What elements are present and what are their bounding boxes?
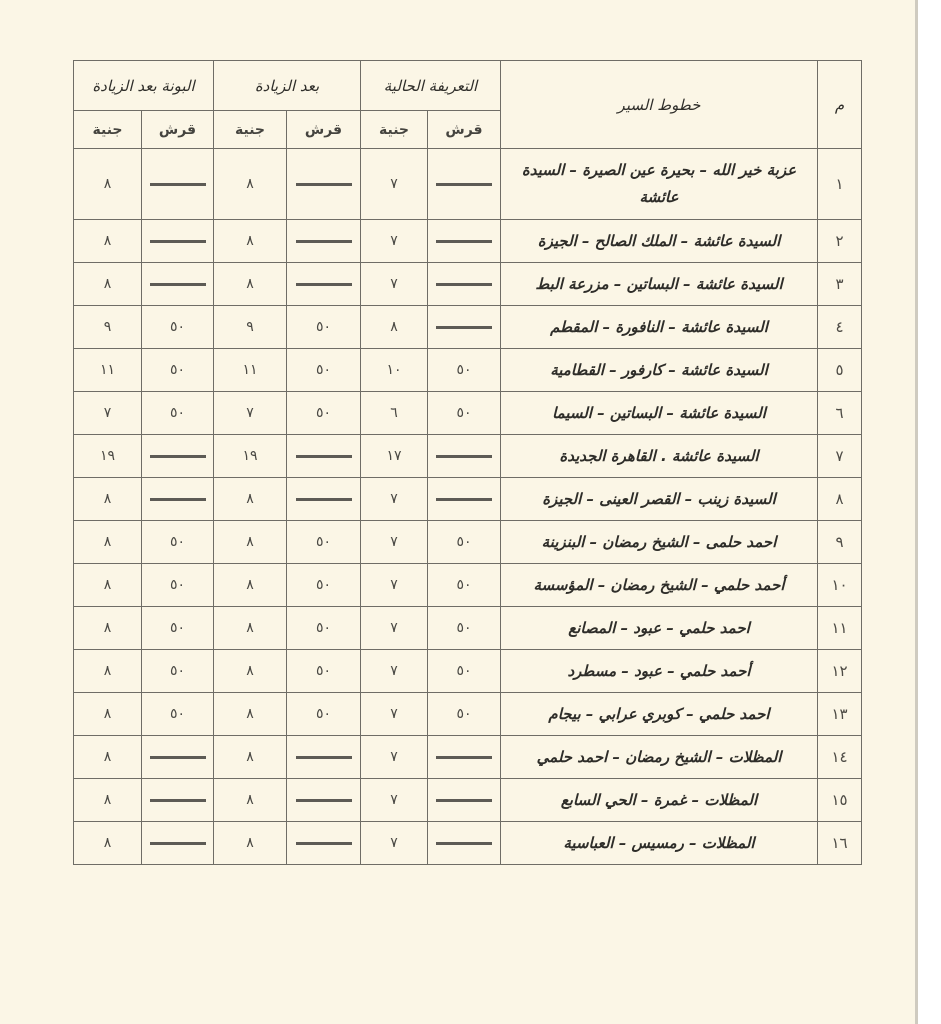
- header-route: خطوط السير: [501, 61, 818, 149]
- coupon-pound: ٨: [74, 564, 142, 607]
- after-pound: ٧: [214, 392, 287, 435]
- table-row: [74, 263, 862, 306]
- after-pound: ٨: [214, 736, 287, 779]
- empty-dash: [150, 183, 206, 186]
- after-pound: ٨: [214, 521, 287, 564]
- coupon-pound: ٨: [74, 521, 142, 564]
- coupon-piaster: [142, 220, 214, 263]
- empty-dash: [296, 183, 352, 186]
- coupon-piaster: ٥٠: [142, 564, 214, 607]
- current-piaster: ٥٠: [428, 693, 501, 736]
- current-pound: ٧: [361, 263, 428, 306]
- row-number: ٨: [818, 478, 862, 521]
- row-number: ١: [818, 149, 862, 220]
- route-name: احمد حلمي – كوبري عرابي – بيجام: [501, 693, 818, 736]
- table-row: [74, 435, 862, 478]
- coupon-piaster: ٥٠: [142, 349, 214, 392]
- current-pound: ٧: [361, 822, 428, 865]
- current-piaster: [428, 220, 501, 263]
- after-piaster: ٥٠: [287, 306, 361, 349]
- row-number: ٦: [818, 392, 862, 435]
- coupon-pound: ٨: [74, 149, 142, 220]
- table-row: [74, 349, 862, 392]
- header-row-groups: [74, 61, 862, 111]
- coupon-piaster: [142, 263, 214, 306]
- coupon-pound: ١٩: [74, 435, 142, 478]
- route-name: عزبة خير الله – بحيرة عين الصيرة – السيدة عائشة: [501, 149, 818, 220]
- current-piaster: [428, 306, 501, 349]
- empty-dash: [436, 240, 492, 243]
- current-pound: ١٠: [361, 349, 428, 392]
- table-row: [74, 564, 862, 607]
- header-coupon-pound: جنية: [74, 111, 142, 149]
- after-pound: ٨: [214, 263, 287, 306]
- empty-dash: [296, 498, 352, 501]
- route-name: السيدة عائشة . القاهرة الجديدة: [501, 435, 818, 478]
- header-current-piaster: قرش: [428, 111, 501, 149]
- after-piaster: ٥٠: [287, 521, 361, 564]
- current-pound: ٧: [361, 650, 428, 693]
- coupon-piaster: [142, 736, 214, 779]
- coupon-piaster: [142, 478, 214, 521]
- current-pound: ٧: [361, 736, 428, 779]
- row-number: ٣: [818, 263, 862, 306]
- table-row: [74, 650, 862, 693]
- after-piaster: ٥٠: [287, 693, 361, 736]
- header-after-piaster: قرش: [287, 111, 361, 149]
- coupon-piaster: ٥٠: [142, 306, 214, 349]
- current-pound: ٧: [361, 149, 428, 220]
- after-piaster: ٥٠: [287, 607, 361, 650]
- row-number: ١١: [818, 607, 862, 650]
- row-number: ٧: [818, 435, 862, 478]
- empty-dash: [150, 842, 206, 845]
- header-after-increase: بعد الزيادة: [214, 61, 361, 111]
- after-pound: ٨: [214, 693, 287, 736]
- empty-dash: [436, 183, 492, 186]
- current-piaster: [428, 779, 501, 822]
- after-piaster: [287, 435, 361, 478]
- header-current-pound: جنية: [361, 111, 428, 149]
- header-coupon-after-increase: البونة بعد الزيادة: [74, 61, 214, 111]
- after-piaster: [287, 263, 361, 306]
- empty-dash: [436, 455, 492, 458]
- header-number: م: [818, 61, 862, 149]
- after-piaster: ٥٠: [287, 349, 361, 392]
- route-name: السيدة عائشة – كارفور – القطامية: [501, 349, 818, 392]
- current-pound: ٧: [361, 220, 428, 263]
- route-name: أحمد حلمي – عبود – مسطرد: [501, 650, 818, 693]
- empty-dash: [296, 842, 352, 845]
- current-piaster: ٥٠: [428, 349, 501, 392]
- header-current-fare: التعريفة الحالية: [361, 61, 501, 111]
- current-pound: ٧: [361, 478, 428, 521]
- row-number: ١٥: [818, 779, 862, 822]
- current-piaster: [428, 736, 501, 779]
- row-number: ٩: [818, 521, 862, 564]
- empty-dash: [296, 283, 352, 286]
- table-body: [74, 149, 862, 865]
- current-pound: ٦: [361, 392, 428, 435]
- coupon-piaster: ٥٠: [142, 650, 214, 693]
- coupon-pound: ٨: [74, 478, 142, 521]
- coupon-pound: ٧: [74, 392, 142, 435]
- empty-dash: [296, 455, 352, 458]
- empty-dash: [436, 326, 492, 329]
- current-pound: ٧: [361, 564, 428, 607]
- fare-table: [73, 60, 862, 865]
- table-row: [74, 822, 862, 865]
- after-pound: ٨: [214, 564, 287, 607]
- table-row: [74, 736, 862, 779]
- after-pound: ٨: [214, 220, 287, 263]
- empty-dash: [150, 756, 206, 759]
- row-number: ١٠: [818, 564, 862, 607]
- row-number: ١٤: [818, 736, 862, 779]
- route-name: أحمد حلمي – الشيخ رمضان – المؤسسة: [501, 564, 818, 607]
- current-pound: ١٧: [361, 435, 428, 478]
- empty-dash: [150, 498, 206, 501]
- empty-dash: [296, 799, 352, 802]
- current-pound: ٧: [361, 607, 428, 650]
- route-name: احمد حلمي – عبود – المصانع: [501, 607, 818, 650]
- table-row: [74, 607, 862, 650]
- after-pound: ١١: [214, 349, 287, 392]
- empty-dash: [150, 283, 206, 286]
- coupon-pound: ٩: [74, 306, 142, 349]
- row-number: ١٢: [818, 650, 862, 693]
- current-piaster: ٥٠: [428, 392, 501, 435]
- row-number: ٥: [818, 349, 862, 392]
- coupon-pound: ٨: [74, 263, 142, 306]
- after-pound: ٨: [214, 650, 287, 693]
- coupon-piaster: ٥٠: [142, 392, 214, 435]
- row-number: ١٦: [818, 822, 862, 865]
- empty-dash: [150, 455, 206, 458]
- coupon-pound: ٨: [74, 607, 142, 650]
- coupon-pound: ٨: [74, 736, 142, 779]
- row-number: ٤: [818, 306, 862, 349]
- current-pound: ٨: [361, 306, 428, 349]
- route-name: المظلات – الشيخ رمضان – احمد حلمي: [501, 736, 818, 779]
- coupon-pound: ٨: [74, 779, 142, 822]
- after-piaster: ٥٠: [287, 564, 361, 607]
- empty-dash: [150, 799, 206, 802]
- after-piaster: ٥٠: [287, 650, 361, 693]
- empty-dash: [296, 240, 352, 243]
- empty-dash: [436, 842, 492, 845]
- current-pound: ٧: [361, 779, 428, 822]
- after-piaster: [287, 822, 361, 865]
- route-name: احمد حلمى – الشيخ رمضان – البنزينة: [501, 521, 818, 564]
- route-name: السيدة عائشة – الملك الصالح – الجيزة: [501, 220, 818, 263]
- table-row: [74, 693, 862, 736]
- after-piaster: [287, 220, 361, 263]
- route-name: المظلات – رمسيس – العباسية: [501, 822, 818, 865]
- coupon-piaster: ٥٠: [142, 693, 214, 736]
- after-piaster: [287, 478, 361, 521]
- empty-dash: [436, 283, 492, 286]
- table-row: [74, 478, 862, 521]
- coupon-piaster: [142, 435, 214, 478]
- table-row: [74, 779, 862, 822]
- coupon-pound: ٨: [74, 220, 142, 263]
- header-after-pound: جنية: [214, 111, 287, 149]
- empty-dash: [436, 799, 492, 802]
- table-row: [74, 392, 862, 435]
- empty-dash: [436, 756, 492, 759]
- table-row: [74, 306, 862, 349]
- current-piaster: ٥٠: [428, 607, 501, 650]
- empty-dash: [150, 240, 206, 243]
- coupon-pound: ٨: [74, 650, 142, 693]
- current-piaster: ٥٠: [428, 564, 501, 607]
- table-row: [74, 149, 862, 220]
- after-pound: ٨: [214, 779, 287, 822]
- current-piaster: [428, 478, 501, 521]
- header-coupon-piaster: قرش: [142, 111, 214, 149]
- table-row: [74, 220, 862, 263]
- after-pound: ٩: [214, 306, 287, 349]
- current-piaster: ٥٠: [428, 521, 501, 564]
- after-piaster: [287, 736, 361, 779]
- current-pound: ٧: [361, 521, 428, 564]
- route-name: السيدة عائشة – البساتين – السيما: [501, 392, 818, 435]
- empty-dash: [436, 498, 492, 501]
- empty-dash: [296, 756, 352, 759]
- after-pound: ٨: [214, 822, 287, 865]
- current-piaster: ٥٠: [428, 650, 501, 693]
- table-row: [74, 521, 862, 564]
- route-name: السيدة عائشة – البساتين – مزرعة البط: [501, 263, 818, 306]
- current-piaster: [428, 149, 501, 220]
- after-piaster: [287, 149, 361, 220]
- after-pound: ٨: [214, 149, 287, 220]
- coupon-pound: ٨: [74, 693, 142, 736]
- route-name: السيدة زينب – القصر العينى – الجيزة: [501, 478, 818, 521]
- coupon-piaster: [142, 779, 214, 822]
- coupon-piaster: ٥٠: [142, 607, 214, 650]
- current-piaster: [428, 435, 501, 478]
- route-name: المظلات – غمرة – الحي السابع: [501, 779, 818, 822]
- after-pound: ١٩: [214, 435, 287, 478]
- coupon-piaster: [142, 149, 214, 220]
- after-pound: ٨: [214, 478, 287, 521]
- current-pound: ٧: [361, 693, 428, 736]
- current-piaster: [428, 263, 501, 306]
- row-number: ٢: [818, 220, 862, 263]
- after-pound: ٨: [214, 607, 287, 650]
- route-name: السيدة عائشة – النافورة – المقطم: [501, 306, 818, 349]
- current-piaster: [428, 822, 501, 865]
- row-number: ١٣: [818, 693, 862, 736]
- coupon-pound: ١١: [74, 349, 142, 392]
- after-piaster: [287, 779, 361, 822]
- coupon-piaster: [142, 822, 214, 865]
- after-piaster: ٥٠: [287, 392, 361, 435]
- coupon-piaster: ٥٠: [142, 521, 214, 564]
- coupon-pound: ٨: [74, 822, 142, 865]
